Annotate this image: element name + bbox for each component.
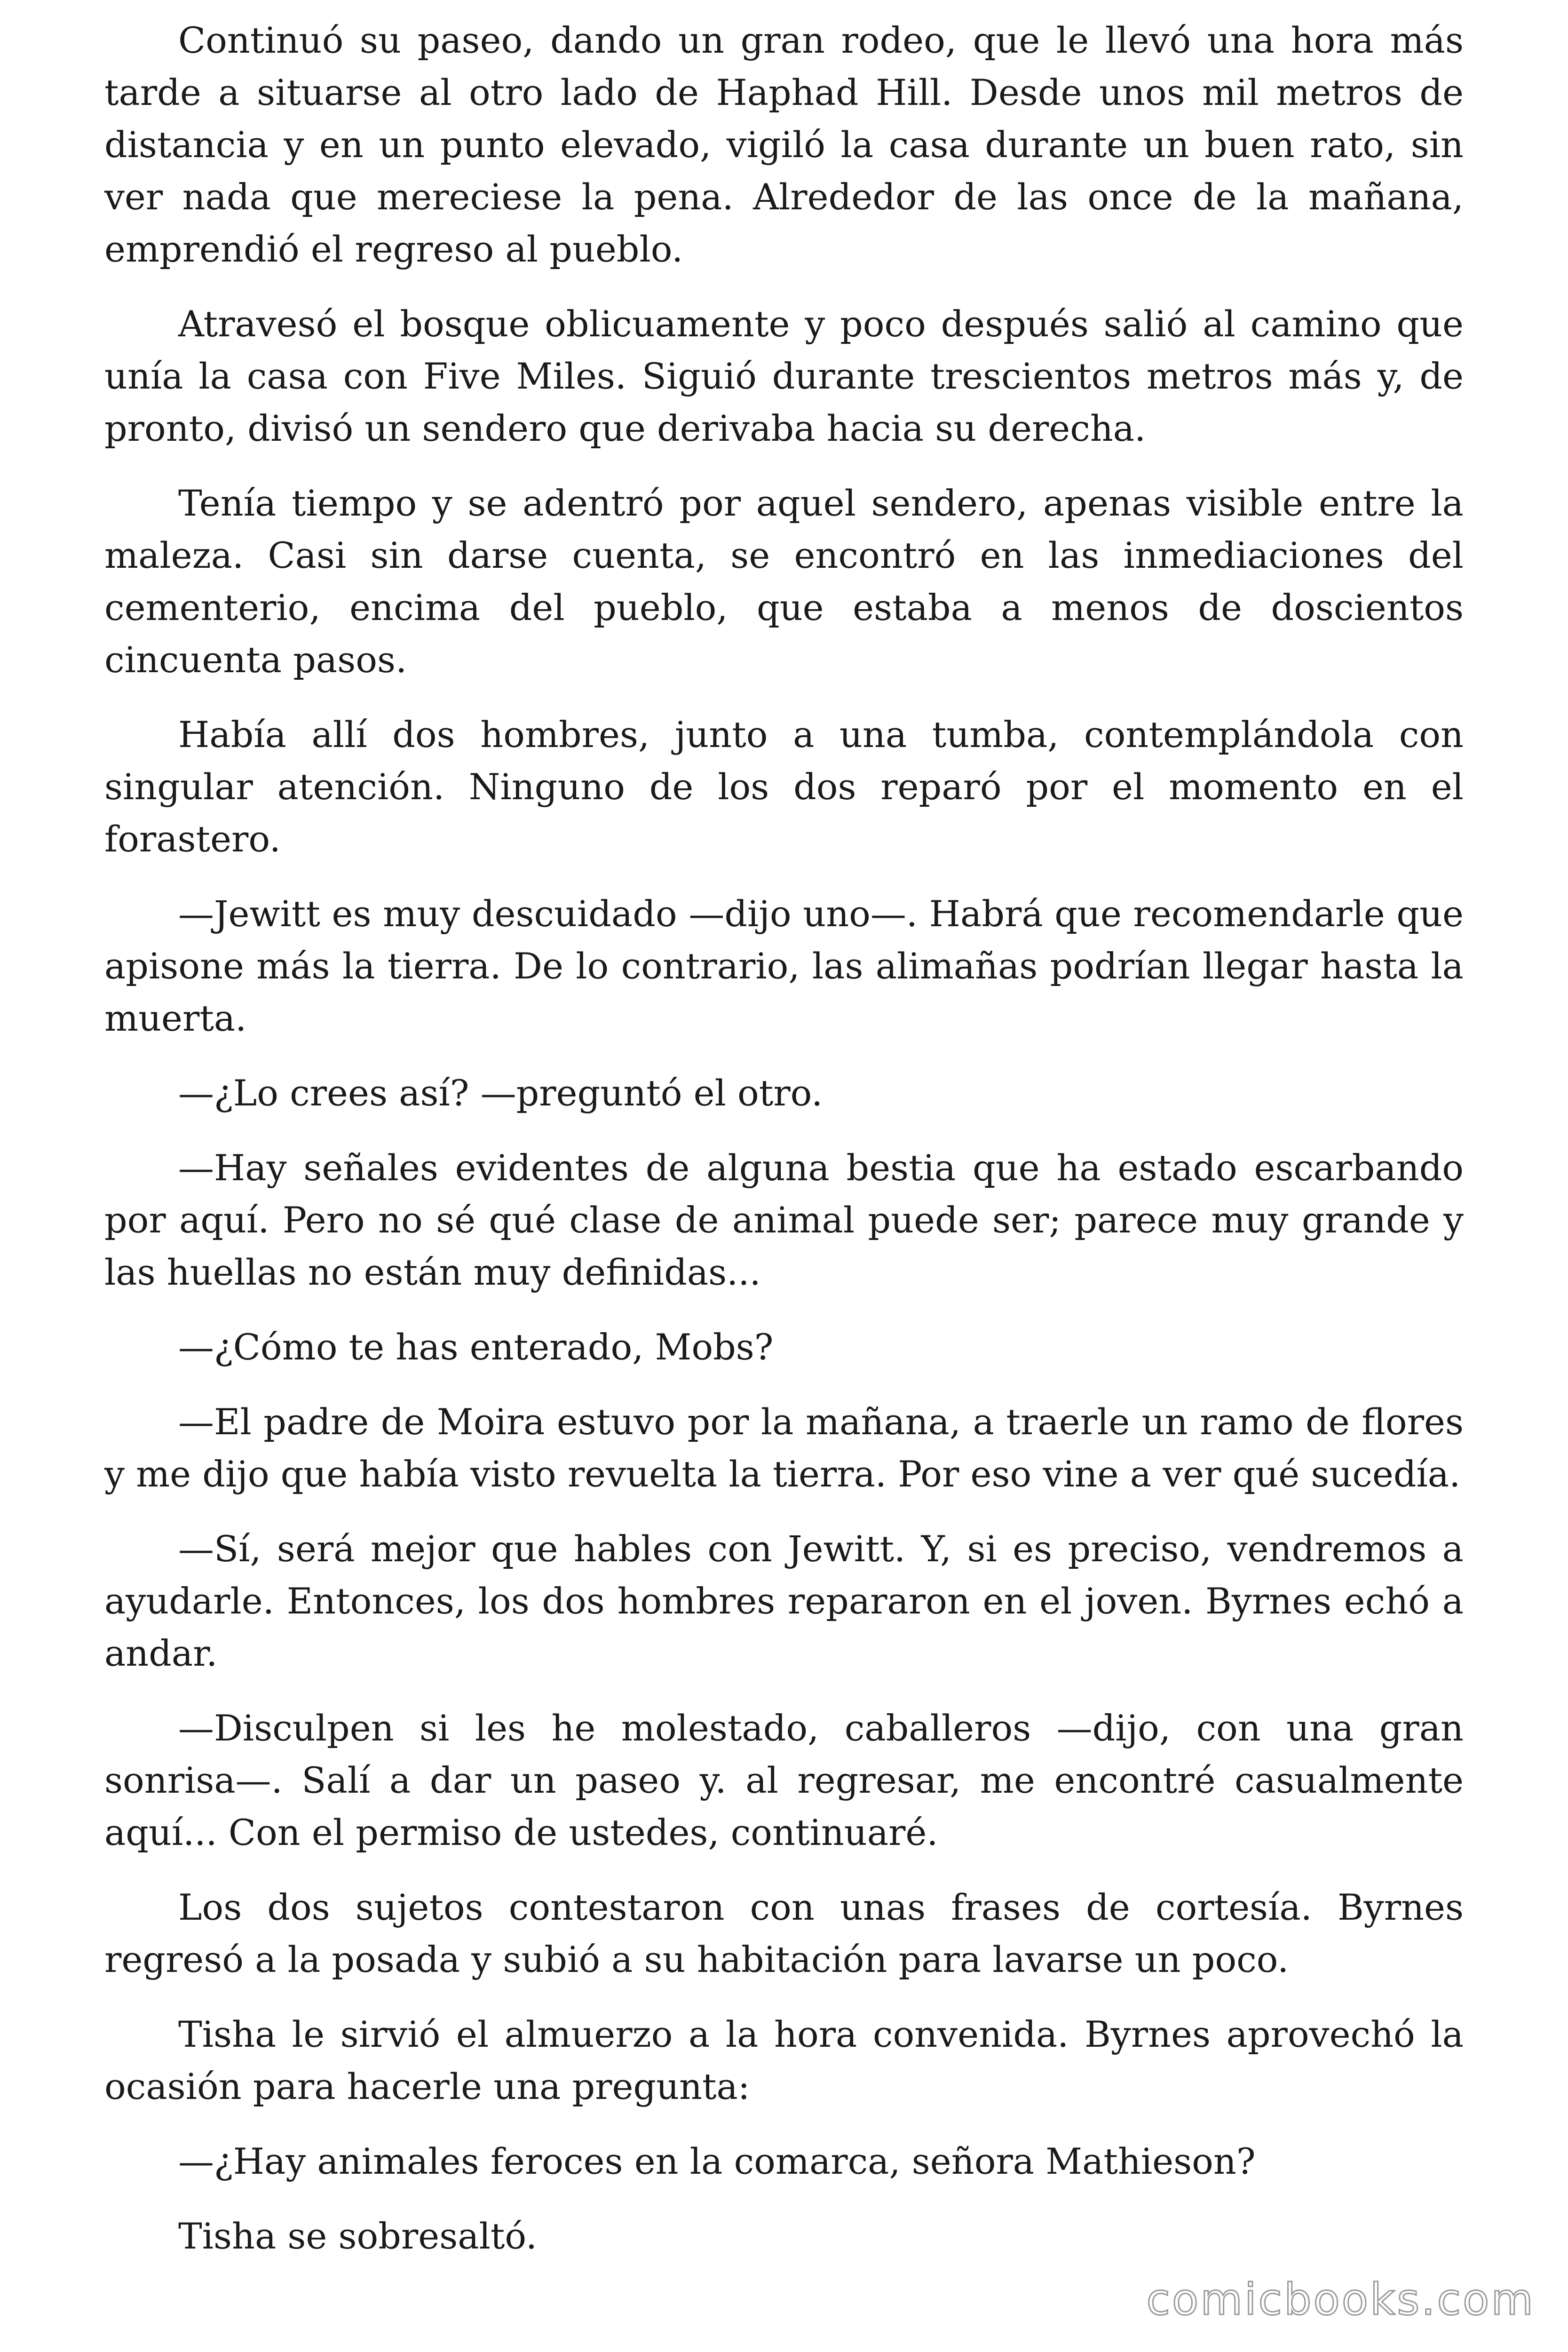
paragraph-7: —Hay señales evidentes de alguna bestia que ha estado escarbando por aquí. Pero no sé qué clase de animal puede ser; parece muy grande y las huellas no están muy definidas... (104, 1147, 1464, 1293)
paragraph-15: Tisha se sobresaltó. (178, 2215, 538, 2257)
paragraph-2: Atravesó el bosque oblicuamente y poco después salió al camino que unía la casa con Five Miles. Siguió durante trescientos metros más y, de pronto, divisó un sendero que derivaba hacia su derecha. (104, 303, 1464, 449)
paragraph-6: —¿Lo crees así? —preguntó el otro. (178, 1072, 823, 1114)
paragraph-10: —Sí, será mejor que hables con Jewitt. Y, si es preciso, vendremos a ayudarle. Entonces, los dos hombres repararon en el joven. Byrnes echó a andar. (104, 1528, 1464, 1674)
paragraph-4: Había allí dos hombres, junto a una tumba, contemplándola con singular atención. Ninguno de los dos reparó por el momento en el forastero. (104, 714, 1464, 860)
paragraph-13: Tisha le sirvió el almuerzo a la hora convenida. Byrnes aprovechó la ocasión para hacerle una pregunta: (104, 2013, 1464, 2107)
paragraph-12: Los dos sujetos contestaron con unas frases de cortesía. Byrnes regresó a la posada y subió a su habitación para lavarse un poco. (104, 1886, 1464, 1980)
paragraph-14: —¿Hay animales feroces en la comarca, señora Mathieson? (178, 2140, 1256, 2182)
paragraph-11: —Disculpen si les he molestado, caballeros —dijo, con una gran sonrisa—. Salí a dar un paseo y. al regresar, me encontré casualmente aquí... Con el permiso de ustedes, continuaré. (104, 1707, 1464, 1853)
paragraph-1: Continuó su paseo, dando un gran rodeo, que le llevó una hora más tarde a situarse al otro lado de Haphad Hill. Desde unos mil metros de distancia y en un punto elevado, vigiló la casa durante un buen rato, sin ver nada que mereciese la pena. Alrededor de las once de la mañana, emprendió el regreso al pueblo. (104, 19, 1464, 270)
watermark: comicbooks.com (1146, 2274, 1535, 2325)
paragraph-5: —Jewitt es muy descuidado —dijo uno—. Habrá que recomendarle que apisone más la tierra. De lo contrario, las alimañas podrían llegar hasta la muerta. (104, 893, 1464, 1039)
paragraph-9: —El padre de Moira estuvo por la mañana, a traerle un ramo de flores y me dijo que había visto revuelta la tierra. Por eso vine a ver qué sucedía. (104, 1401, 1464, 1495)
paragraph-3: Tenía tiempo y se adentró por aquel sendero, apenas visible entre la maleza. Casi sin darse cuenta, se encontró en las inmediaciones del cementerio, encima del pueblo, que estaba a menos de doscientos cincuenta pasos. (104, 482, 1464, 681)
paragraph-8: —¿Cómo te has enterado, Mobs? (178, 1326, 774, 1368)
book-page (104, 14, 1464, 2319)
